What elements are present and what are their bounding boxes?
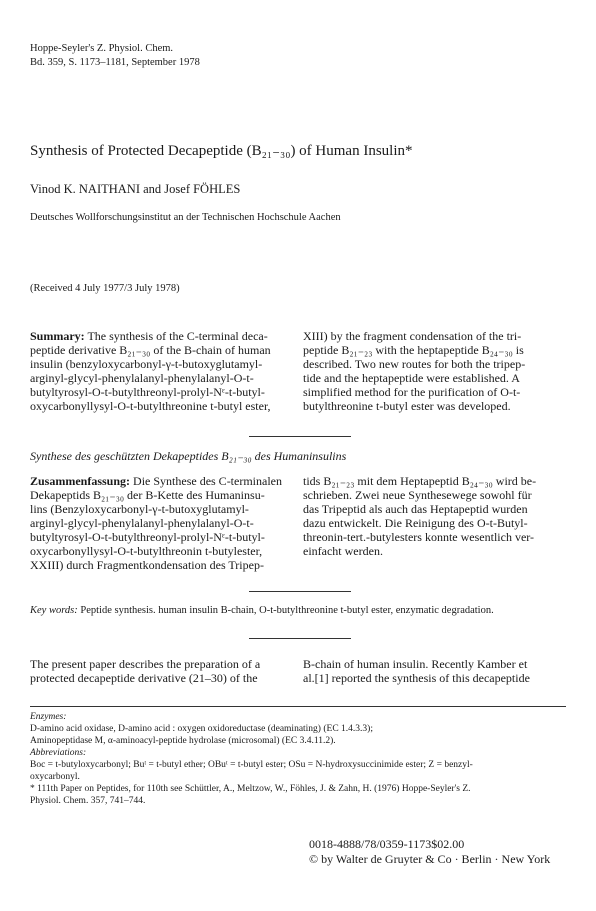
zusammenfassung-left-column: [30, 474, 300, 572]
summary-left-text: The synthesis of the C-terminal deca- peptide derivative B₂₁₋₃₀ of the B-chain of human insulin (benzyloxycarbonyl-γ-t-butoxyglutamyl- arginyl-glycyl-phenylalanyl-phenylalanyl-O-t- butyltyrosyl-O-t-butylthreonyl-prolyl-Nᵋ-t-butyl- oxycarbonyllysyl-O-t-butylthreonine t-butyl ester,: [30, 329, 271, 413]
summary-left-column: [30, 329, 300, 413]
zusammenfassung-right-column: tids B₂₁₋₂₃ mit dem Heptapeptid B₂₄₋₃₀ wird be- schrieben. Zwei neue Synthesewege sowohl für das Tripeptid als auch das Heptapeptid wurden dazu entwickelt. Die Reinigung des O-t-Butyl- threonin-tert.-butylesters konnte wesentlich ver- einfacht werden.: [303, 474, 537, 558]
intro-left-column: The present paper describes the preparation of a protected decapeptide derivative (21–30) of the: [30, 657, 261, 685]
journal-volume: Bd. 359, S. 1173–1181, September 1978: [30, 56, 200, 68]
issn-code: 0018-4888/78/0359-1173$02.00: [309, 837, 465, 851]
zusammenfassung-label: Zusammenfassung:: [30, 474, 131, 488]
german-title: Synthese des geschützten Dekapeptides B₂₁₋₃₀ des Humaninsulins: [30, 449, 347, 463]
divider: [249, 436, 351, 437]
journal-name: Hoppe-Seyler's Z. Physiol. Chem.: [30, 43, 174, 54]
divider: [249, 638, 351, 639]
enzymes-footnote: D-amino acid oxidase, D-amino acid : oxygen oxidoreductase (deaminating) (EC 1.4.3.3); Aminopeptidase M, α-aminoacyl-peptide hydrolase (microsomal) (EC 3.4.11.2).: [30, 724, 373, 746]
zusammenfassung-left-text: Die Synthese des C-terminalen Dekapeptids B₂₁₋₃₀ der B-Kette des Humaninsu- lins (Benzyloxycarbonyl-γ-t-butoxyglutamyl- arginyl-glycyl-phenylalanyl-phenylalanyl-O-t- butyltyrosyl-O-t-butylthreonyl-prolyl-Nᵋ-t-butyl- oxycarbonyllysyl-O-t-butylthreonin t-butylester, XXIII) durch Fragmentkondensation des Tripep-: [30, 474, 282, 572]
authors: Vinod K. NAITHANI and Josef FÖHLES: [30, 182, 241, 196]
abbreviations-footnote: Boc = t-butyloxycarbonyl; Buᵗ = t-butyl ether; OBuᵗ = t-butyl ester; OSu = N-hydroxysuccinimide ester; Z = benzyl- oxycarbonyl.: [30, 760, 473, 782]
footnote-rule: [30, 706, 566, 707]
copyright-notice: © by Walter de Gruyter & Co · Berlin · New York: [309, 852, 551, 866]
abbreviations-heading: Abbreviations:: [30, 748, 87, 758]
journal-header: [30, 42, 200, 69]
enzymes-heading: Enzymes:: [30, 712, 67, 722]
summary-label: Summary:: [30, 329, 85, 343]
summary-right-column: XIII) by the fragment condensation of the tri- peptide B₂₁₋₂₃ with the heptapeptide B₂₄₋₃₀ is described. Two new routes for both the tripep- tide and the heptapeptide were established. A simplified method for the purification of O-t- butylthreonine t-butyl ester was developed.: [303, 329, 526, 413]
received-date: (Received 4 July 1977/3 July 1978): [30, 283, 180, 294]
divider: [249, 591, 351, 592]
paper-title: Synthesis of Protected Decapeptide (B₂₁₋₃₀) of Human Insulin*: [30, 143, 413, 159]
keywords: [30, 604, 494, 617]
intro-right-column: B-chain of human insulin. Recently Kamber et al.[1] reported the synthesis of this decapeptide: [303, 657, 530, 685]
paper-series-footnote: * 111th Paper on Peptides, for 110th see Schüttler, A., Meltzow, W., Föhles, J. & Zahn, H. (1976) Hoppe-Seyler's Z. Physiol. Chem. 357, 741–744.: [30, 784, 471, 806]
keywords-label: Key words:: [30, 605, 78, 616]
keywords-text: Peptide synthesis. human insulin B-chain, O-t-butylthreonine t-butyl ester, enzymatic degradation.: [77, 605, 494, 616]
affiliation: Deutsches Wollforschungsinstitut an der Technischen Hochschule Aachen: [30, 212, 341, 223]
